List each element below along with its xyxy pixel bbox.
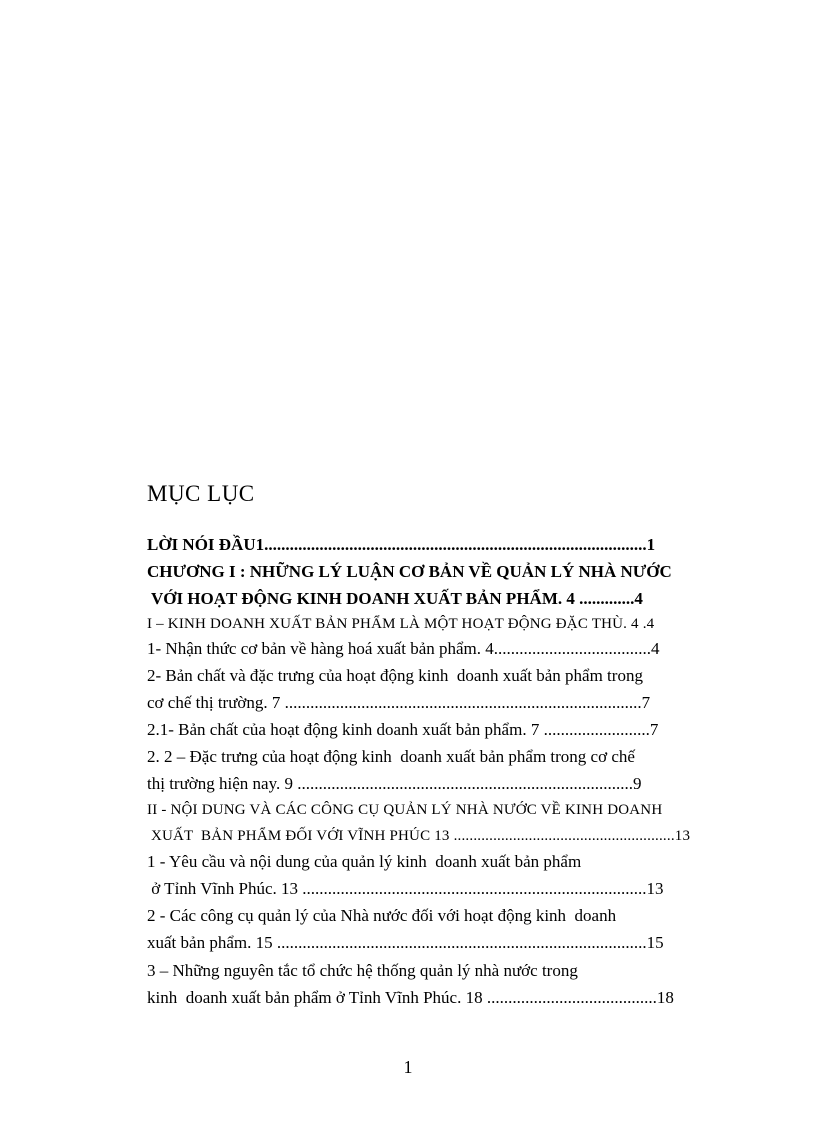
toc-entry: 2.1- Bản chất của hoạt động kinh doanh xuất bản phẩm. 7 .........................7 xyxy=(147,720,659,739)
toc-entry: cơ chế thị trường. 7 ....................................................................................7 xyxy=(147,693,651,712)
toc-entry: 1- Nhận thức cơ bản về hàng hoá xuất bản phẩm. 4.....................................4 xyxy=(147,639,660,658)
toc-entry: 2 - Các công cụ quản lý của Nhà nước đối với hoạt động kinh doanh xyxy=(147,906,617,925)
toc-entry: 2- Bản chất và đặc trưng của hoạt động kinh doanh xuất bản phẩm trong xyxy=(147,666,643,685)
toc-entry: CHƯƠNG I : NHỮNG LÝ LUẬN CƠ BẢN VỀ QUẢN LÝ NHÀ NƯỚC xyxy=(147,562,672,581)
toc-entry: I – KINH DOANH XUẤT BẢN PHẨM LÀ MỘT HOẠT ĐỘNG ĐẶC THÙ. 4 .4 xyxy=(147,616,655,632)
toc-entry: XUẤT BẢN PHẨM ĐỐI VỚI VĨNH PHÚC 13 ........................................................13 xyxy=(147,828,691,844)
toc-entry: VỚI HOẠT ĐỘNG KINH DOANH XUẤT BẢN PHẨM. 4 .............4 xyxy=(147,589,643,608)
page-number: 1 xyxy=(403,1057,413,1077)
toc-entry: ở Tỉnh Vĩnh Phúc. 13 .................................................................................13 xyxy=(147,879,664,898)
toc-entry: xuất bản phẩm. 15 .......................................................................................15 xyxy=(147,933,664,952)
page-title: MỤC LỤC xyxy=(147,481,255,506)
toc-entry: LỜI NÓI ĐẦU1..........................................................................................1 xyxy=(147,535,656,554)
toc-entry: thị trường hiện nay. 9 ...............................................................................9 xyxy=(147,774,642,793)
toc-entry: 3 – Những nguyên tắc tổ chức hệ thống quản lý nhà nước trong xyxy=(147,961,578,980)
toc-entry: 1 - Yêu cầu và nội dung của quản lý kinh doanh xuất bản phẩm xyxy=(147,852,582,871)
toc-entry: II - NỘI DUNG VÀ CÁC CÔNG CỤ QUẢN LÝ NHÀ NƯỚC VỀ KINH DOANH xyxy=(147,802,663,818)
toc-entry: kinh doanh xuất bản phẩm ở Tỉnh Vĩnh Phúc. 18 ........................................18 xyxy=(147,988,674,1007)
toc-entry: 2. 2 – Đặc trưng của hoạt động kinh doanh xuất bản phẩm trong cơ chế xyxy=(147,747,635,766)
